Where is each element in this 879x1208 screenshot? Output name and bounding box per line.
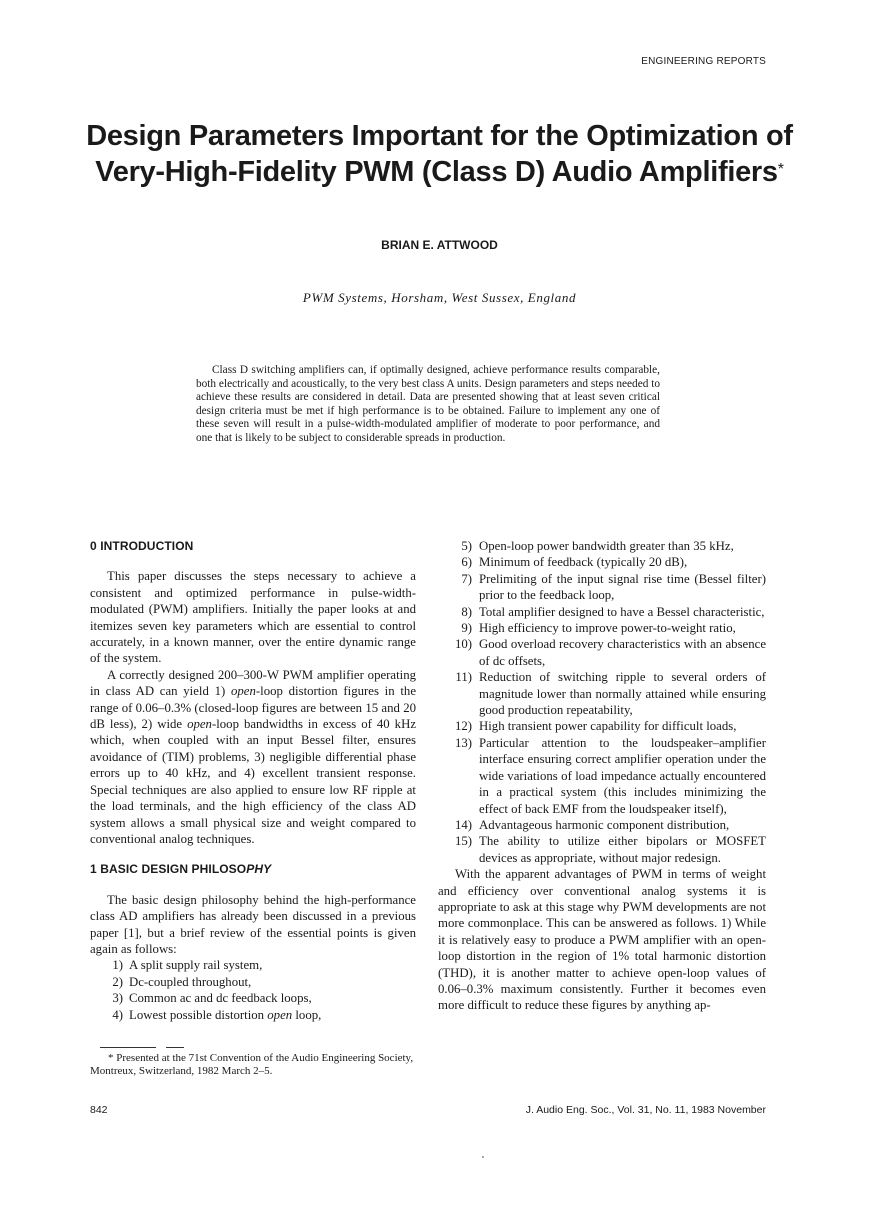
basic-paragraph-1: The basic design philosophy behind the high-performance class AD amplifiers has already been discussed in a previous paper [1], but a brief review of the essential points is given again as follows: [90,892,416,956]
title-line-2: Very-High-Fidelity PWM (Class D) Audio Amplifiers [95,156,778,188]
list-item: 13) Particular attention to the loudspeaker–amplifier interface ensuring correct amplifier operation under the wide variations of load impedance actually encountered in a practical system (this includes minimizing the effect of back EMF from the loudspeaker itself), [454,735,766,816]
design-points-list-right [438,538,766,866]
footnote-rule [100,1047,156,1048]
footnote: * Presented at the 71st Convention of the Audio Engineering Society, Montreux, Switzerland, 1982 March 2–5. [90,1051,414,1077]
scan-speck [482,1156,484,1158]
list-item: 3) Common ac and dc feedback loops, [112,991,312,1006]
list-item: 5) Open-loop power bandwidth greater than 35 kHz, [461,539,734,553]
design-points-list-left [90,957,416,1023]
abstract-text: Class D switching amplifiers can, if optimally designed, achieve performance results comparable, both electrically and acoustically, to the very best class A units. Design parameters and steps needed to achieve these results are considered in detail. Data are presented showing that at least seven critical design criteria must be met if high performance is to be obtained. Failure to implement any one of these seven will result in a pulse-width-modulated amplifier of moderate to poor performance, and one that is likely to be subject to considerable spreads in production. [196,364,660,444]
list-item: 12) High transient power capability for difficult loads, [454,719,737,734]
list-item: 4) Lowest possible distortion open loop, [112,1007,322,1022]
intro-paragraph-2: A correctly designed 200–300-W PWM amplifier operating in class AD can yield 1) open-loop distortion figures in the range of 0.06–0.3% (closed-loop figures are between 15 and 20 dB less), 2) wide open-loop bandwidths in excess of 40 kHz which, when coupled with an input Bessel filter, ensures avoidance of (TIM) problems, 3) negligible differential phase errors up to 40 kHz, and 4) excellent transient response. Special techniques are also applied to ensure low RF ripple at the load terminals, and the high efficiency of the class AD system allows a small physical size and weight compared to conventional analog techniques. [90,667,416,846]
title-line-1: Design Parameters Important for the Optimization of [86,120,793,152]
author-name: BRIAN E. ATTWOOD [381,238,498,252]
journal-citation: J. Audio Eng. Soc., Vol. 31, No. 11, 1983 November [525,1104,766,1116]
list-item: 2) Dc-coupled throughout, [112,974,252,989]
page-number: 842 [90,1104,108,1116]
affiliation: PWM Systems, Horsham, West Sussex, England [302,290,577,305]
list-item: 8) Total amplifier designed to have a Bessel characteristic, [461,604,765,619]
abstract [196,364,660,446]
paper-title [80,118,799,190]
list-item: 14) Advantageous harmonic component distribution, [454,817,730,832]
right-paragraph: With the apparent advantages of PWM in terms of weight and efficiency over conventional analog systems it is appropriate to ask at this stage why PWM developments are not more commonplace. This can be answered as follows. 1) While it is relatively easy to produce a PWM amplifier with an open-loop distortion in the region of 1% total harmonic distortion (THD), it is another matter to achieve open-loop values of 0.06–0.3% maximum consistently. Further it becomes even more difficult to reduce these figures by anything ap- [438,867,766,1013]
section-heading-basic-design: 1 BASIC DESIGN PHILOSOPHY [90,862,272,877]
list-item: 1) A split supply rail system, [112,958,263,973]
list-item: 10) Good overload recovery characteristics with an absence of dc offsets, [454,637,766,668]
list-item: 9) High efficiency to improve power-to-weight ratio, [461,621,736,636]
running-head: ENGINEERING REPORTS [641,56,766,67]
right-column [438,538,766,1014]
left-column [90,538,416,1078]
list-item: 7) Prelimiting of the input signal rise time (Bessel filter) prior to the feedback loop, [461,571,766,603]
list-item: 15) The ability to utilize either bipolars or MOSFET devices as appropriate, without major redesign. [454,834,766,865]
intro-paragraph-1: This paper discusses the steps necessary to achieve a consistent and optimized performance in pulse-width-modulated (PWM) amplifiers. Initially the paper looks at and itemizes seven key parameters which are essential to control accurately, in a known manner, over the entire dynamic range of the system. [90,569,416,666]
title-footnote-mark: * [777,161,784,178]
list-item: 6) Minimum of feedback (typically 20 dB), [461,555,688,570]
section-heading-introduction: 0 INTRODUCTION [90,539,194,553]
list-item: 11) Reduction of switching ripple to several orders of magnitude lower than normally attained while ensuring good production repeatability, [455,670,766,718]
